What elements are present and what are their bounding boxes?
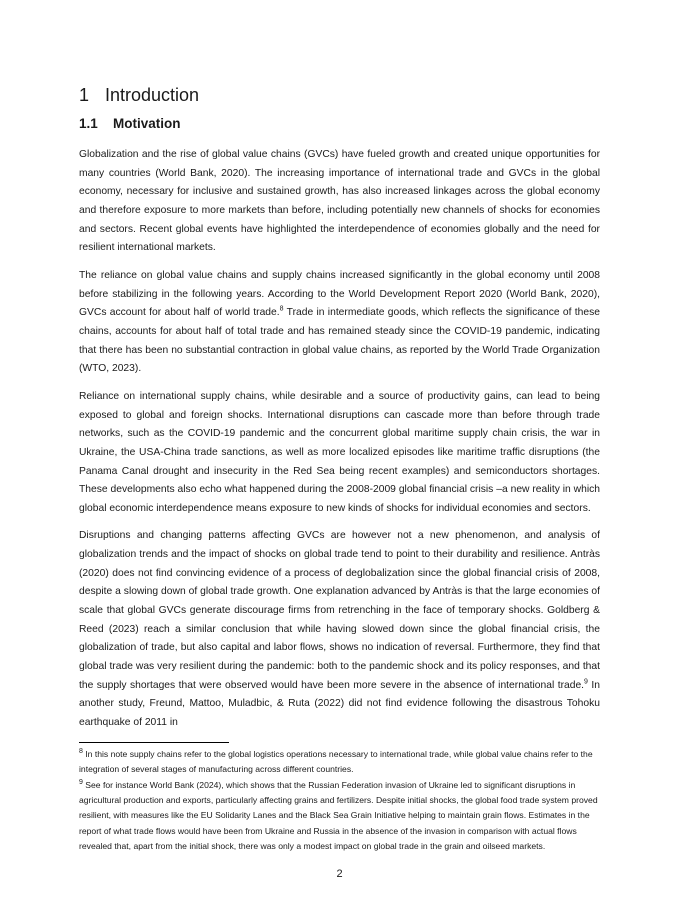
paragraph xyxy=(79,267,600,379)
section-title: Introduction xyxy=(105,85,200,105)
body-text xyxy=(79,146,600,733)
document-page xyxy=(79,0,600,911)
footnote-mark: 9 xyxy=(79,778,83,786)
footnote xyxy=(79,778,600,855)
paragraph-text: Trade in intermediate goods, which reflects the significance of these chains, accounts for about half of total trade and has remained steady since the COVID-19 pandemic, indicating that there has been no substantial contraction in global value chains, as reported by the World Trade Organization (WTO, 2023). xyxy=(79,307,600,375)
paragraph: Globalization and the rise of global value chains (GVCs) have fueled growth and created unique opportunities for many countries (World Bank, 2020). The increasing importance of international trade and GVCs in the global economy, necessary for inclusive and sustained growth, has also increased linkages across the global economy and therefore exposure to more markets than before, including potentially new channels of shocks for economies and sectors. Recent global events have highlighted the interdependence of economies globally and the need for resilient international markets. xyxy=(79,149,600,254)
page-number: 2 xyxy=(336,867,343,880)
footnote-text: See for instance World Bank (2024), which shows that the Russian Federation invasion of Ukraine led to significant disruptions in agricultural production and exports, particularly affecting grains and fertilizers. Despite initial shocks, the global food trade system proved resilient, with measures like the EU Solidarity Lanes and the Black Sea Grain Initiative helping to maintain grain flows. Estimates in the report of what trade flows would have been from Ukraine and Russia in the absence of the invasion in comparison with actual flows revealed that, apart from the initial shock, there was only a modest impact on global trade in the grain and oilseed markets. xyxy=(79,779,598,852)
footnote-ref[interactable]: 9 xyxy=(584,678,588,686)
paragraph xyxy=(79,527,600,732)
footnote xyxy=(79,747,600,778)
footnote-mark: 8 xyxy=(79,747,83,755)
subsection-heading xyxy=(79,115,600,133)
footnote-ref[interactable]: 8 xyxy=(279,305,284,313)
paragraph-text: The reliance on global value chains and supply chains increased significantly in the global economy until 2008 before stabilizing in the following years. According to the World Development Report 2020 (World Bank, 2020), GVCs account for about half of world trade. xyxy=(79,269,600,319)
subsection-number: 1.1 xyxy=(79,116,98,131)
paragraph-text: In another study, Freund, Mattoo, Muladbic, & Ruta (2022) did not find evidence following the disastrous Tohoku earthquake of 2011 in xyxy=(79,679,600,729)
paragraph: Reliance on international supply chains, while desirable and a source of productivity gains, can lead to being exposed to global and foreign shocks. International disruptions can cascade more than before through trade networks, such as the COVID-19 pandemic and the concurrent global maritime supply chain crisis, the war in Ukraine, the USA-China trade sanctions, as well as more localized episodes like maritime traffic disruptions (the Panama Canal drought and insecurity in the Red Sea being recent examples) and semiconductors shortages. These developments also echo what happened during the 2008-2009 global financial crisis –a new reality in which global economic interdependence means exposure to new kinds of shocks for individual economies and sectors. xyxy=(79,390,600,514)
footnote-text: In this note supply chains refer to the global logistics operations necessary to international trade, while global value chains refer to the integration of several stages of manufacturing across different countries. xyxy=(79,748,593,775)
section-heading xyxy=(79,84,600,106)
section-number: 1 xyxy=(79,85,90,105)
subsection-title: Motivation xyxy=(113,116,181,131)
footnote-separator xyxy=(79,742,229,743)
footnotes xyxy=(79,747,600,855)
paragraph-text: Disruptions and changing patterns affecting GVCs are however not a new phenomenon, and analysis of globalization trends and the impact of shocks on global trade tend to point to their durability and resilience. Antràs (2020) does not find convincing evidence of a process of deglobalization since the global financial crisis of 2008, despite a slowing down of global trade growth. One explanation advanced by Antràs is that the large economies of scale that global GVCs generate discourage firms from retrenching in the face of temporary shocks. Goldberg & Reed (2023) reach a similar conclusion that while having slowed down since the global financial crisis, the globalization of trade, but also capital and labor flows, shows no indication of reversal. Furthermore, they find that global trade was very resilient during the pandemic: both to the pandemic shock and its policy responses, and that the supply shortages that were observed would have been more severe in the absence of international trade. xyxy=(79,530,600,691)
